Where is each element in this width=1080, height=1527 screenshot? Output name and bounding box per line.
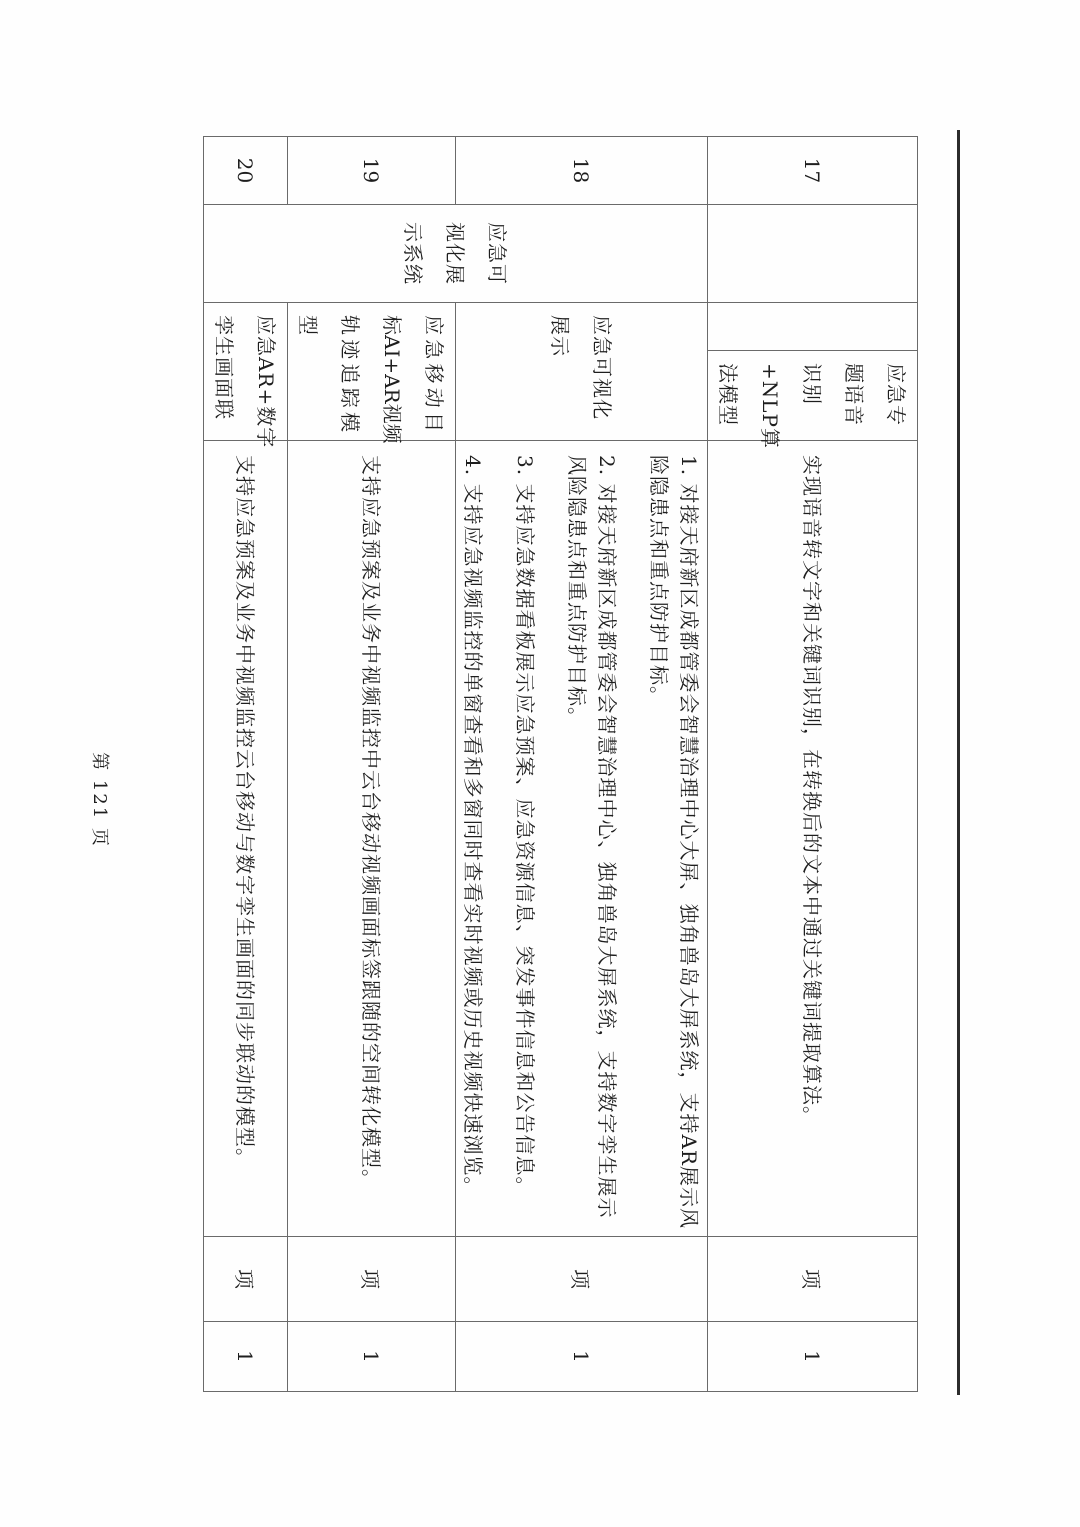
quantity-cell	[203, 1322, 287, 1392]
item-name-line: 轨迹追踪模	[338, 315, 363, 432]
system-name-cell	[203, 205, 707, 303]
item-name-line: 展示	[548, 315, 573, 357]
quantity-text: 1	[233, 1350, 258, 1363]
item-name-line: 应急专	[884, 363, 909, 426]
row-number: 18	[569, 157, 594, 184]
quantity-text: 1	[800, 1350, 825, 1363]
requirement-item	[645, 455, 705, 1229]
item-name-line: +NLP算	[758, 363, 783, 449]
system-cell	[707, 205, 917, 303]
unit-cell	[707, 1237, 917, 1322]
requirement-cell	[455, 441, 707, 1237]
item-name-line: 识别	[800, 363, 825, 405]
requirement-cell	[287, 441, 455, 1237]
item-name-line: 法模型	[716, 363, 741, 426]
row-number: 20	[233, 157, 258, 184]
requirement-item	[511, 455, 541, 1197]
requirement-text-line: 1. 对接天府新区成都管委会智慧治理中心大屏、独角兽岛大屏系统，支持AR展示风	[677, 455, 702, 1229]
row-number-cell	[203, 137, 287, 205]
unit-cell	[287, 1237, 455, 1322]
unit-text: 项	[232, 1269, 256, 1289]
item-name-line: 型	[296, 315, 321, 336]
unit-text: 项	[358, 1269, 382, 1289]
requirement-item	[231, 455, 261, 1169]
unit-text: 项	[799, 1269, 823, 1289]
item-name-cell	[455, 303, 707, 441]
requirement-cell	[203, 441, 287, 1237]
page-number: 第 121 页	[89, 752, 110, 848]
item-name-line: 题语音	[842, 363, 867, 426]
unit-text: 项	[568, 1269, 592, 1289]
quantity-cell	[287, 1322, 455, 1392]
item-name-cell	[707, 303, 917, 449]
row-number-cell	[455, 137, 707, 205]
item-name-line: 标AI+AR视频	[380, 315, 405, 444]
item-name-line: 应急移动目	[422, 315, 447, 432]
requirement-text-line: 2. 对接天府新区成都管委会智慧治理中心、独角兽岛大屏系统，支持数字孪生展示	[595, 455, 620, 1219]
row-number-cell	[287, 137, 455, 205]
row-number: 17	[800, 157, 825, 184]
row-number: 19	[359, 157, 384, 184]
row-number-cell	[707, 137, 917, 205]
spec-table	[203, 136, 918, 1392]
header-rule	[957, 130, 960, 1395]
quantity-text: 1	[359, 1350, 384, 1363]
unit-cell	[203, 1237, 287, 1322]
requirement-cell	[707, 441, 917, 1237]
unit-cell	[455, 1237, 707, 1322]
item-name-cell	[287, 303, 455, 444]
requirement-text-line: 风险隐患点和重点防护目标。	[565, 455, 590, 728]
quantity-cell	[455, 1322, 707, 1392]
requirement-item	[357, 455, 387, 1190]
system-name-line: 视化展	[443, 222, 468, 285]
system-name-line: 应急可	[485, 222, 510, 285]
item-name-line: 应急AR+数字	[254, 315, 279, 449]
quantity-cell	[707, 1322, 917, 1392]
item-name-line: 应急可视化	[590, 315, 615, 420]
quantity-text: 1	[569, 1350, 594, 1363]
requirement-text-line: 支持应急预案及业务中视频监控中云台移动视频画面标签跟随的空间转化模型。	[359, 455, 384, 1190]
requirement-text-line: 实现语音转文字和关键词识别，在转换后的文本中通过关键词提取算法。	[800, 455, 825, 1127]
system-name-line: 示系统	[401, 222, 426, 285]
item-name-cell	[203, 303, 287, 449]
requirement-item	[459, 455, 489, 1197]
requirement-text-line: 4. 支持应急视频监控的单窗查看和多窗同时查看实时视频或历史视频快速浏览。	[461, 455, 486, 1198]
requirement-text-line: 3. 支持应急数据看板展示应急预案、应急资源信息、突发事件信息和公告信息。	[513, 455, 538, 1198]
requirement-item	[563, 455, 623, 1218]
requirement-item	[798, 455, 828, 1127]
item-name-line: 孪生画面联	[212, 315, 237, 420]
requirement-text-line: 险隐患点和重点防护目标。	[647, 455, 672, 707]
requirement-text-line: 支持应急预案及业务中视频监控云台移动与数字孪生画面的同步联动的模型。	[233, 455, 258, 1169]
